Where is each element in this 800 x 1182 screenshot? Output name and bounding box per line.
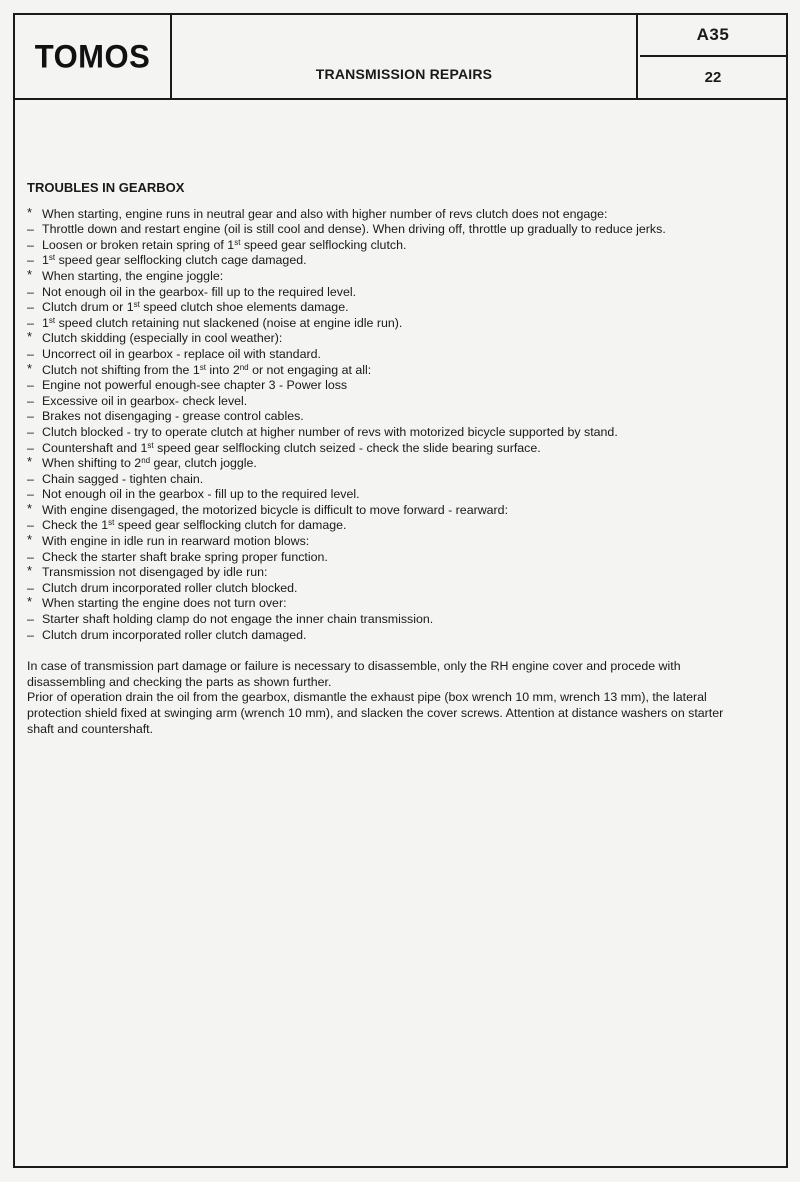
remedy-line xyxy=(27,253,752,269)
dash-marker: – xyxy=(27,222,34,237)
line-text: Engine not powerful enough-see chapter 3 - Power loss xyxy=(42,378,348,393)
dash-marker: – xyxy=(27,440,34,455)
dash-marker: – xyxy=(27,253,34,268)
ordinal-suffix: st xyxy=(133,300,140,310)
remedy-line xyxy=(27,425,752,441)
dash-marker: – xyxy=(27,315,34,330)
line-text: speed clutch retaining nut slackened (noise at engine idle run). xyxy=(55,315,403,330)
line-text: Not enough oil in the gearbox- fill up to the required level. xyxy=(42,284,357,299)
remedy-line xyxy=(27,581,752,597)
symptom-line xyxy=(27,266,752,285)
line-text: Uncorrect oil in gearbox - replace oil with standard. xyxy=(42,346,321,361)
line-text: Countershaft and 1 xyxy=(42,440,148,455)
line-text: Brakes not disengaging - grease control cables. xyxy=(42,409,304,424)
dash-marker: – xyxy=(27,424,34,439)
asterisk-marker: * xyxy=(27,563,33,579)
dash-marker: – xyxy=(27,284,34,299)
remedy-line xyxy=(27,487,752,503)
ordinal-suffix: st xyxy=(48,315,56,325)
asterisk-marker: * xyxy=(27,204,33,220)
line-text: Not enough oil in the gearbox - fill up to the required level. xyxy=(42,487,360,502)
line-text: into 2 xyxy=(205,362,240,377)
ordinal-suffix: st xyxy=(48,253,56,263)
line-text: Clutch drum incorporated roller clutch blocked. xyxy=(42,580,298,595)
line-text: Check the 1 xyxy=(42,518,109,533)
logo-cell xyxy=(15,15,172,98)
remedy-line xyxy=(27,285,752,301)
line-text: 1 xyxy=(42,315,49,330)
ordinal-suffix: st xyxy=(108,518,115,528)
dash-marker: – xyxy=(27,518,34,533)
ordinal-suffix: st xyxy=(199,362,206,372)
line-text: When starting, engine runs in neutral gear and also with higher number of revs clutch does not engage: xyxy=(42,206,608,221)
line-text: Starter shaft holding clamp do not engage the inner chain transmission. xyxy=(42,612,434,627)
symptom-line xyxy=(27,500,752,519)
symptom-line xyxy=(27,331,752,347)
line-text: speed gear selflocking clutch seized - check the slide bearing surface. xyxy=(153,440,541,455)
dash-marker: – xyxy=(27,487,34,502)
remedy-line xyxy=(27,409,752,425)
remedy-line xyxy=(27,394,752,410)
remedy-line xyxy=(27,238,752,254)
line-text: Chain sagged - tighten chain. xyxy=(42,471,204,486)
page-content xyxy=(27,180,752,737)
instruction-paragraph: In case of transmission part damage or failure is necessary to disassemble, only the RH engine cover and procede with disassembling and checking the parts as shown further. xyxy=(27,659,681,689)
line-text: Clutch drum or 1 xyxy=(42,300,134,315)
line-text: Clutch skidding (especially in cool weather): xyxy=(42,331,283,346)
instruction-paragraph: Prior of operation drain the oil from the gearbox, dismantle the exhaust pipe (box wrench 10 mm, wrench 13 mm), the lateral protection shield fixed at swinging arm (wrench 10 mm), and slacken the cover screws. Attention at distance washers on starter shaft and countershaft. xyxy=(27,690,724,736)
section-heading: TROUBLES IN GEARBOX xyxy=(27,180,185,195)
line-text: With engine in idle run in rearward motion blows: xyxy=(42,534,310,549)
line-text: Clutch drum incorporated roller clutch damaged. xyxy=(42,627,307,642)
dash-marker: – xyxy=(27,580,34,595)
remedy-line xyxy=(27,472,752,488)
dash-marker: – xyxy=(27,237,34,252)
ordinal-suffix: st xyxy=(234,237,241,247)
line-text: Transmission not disengaged by idle run: xyxy=(42,565,268,580)
line-text: speed gear selflocking clutch. xyxy=(240,237,407,252)
remedy-line xyxy=(27,347,752,363)
symptom-line xyxy=(27,456,752,472)
line-text: Check the starter shaft brake spring proper function. xyxy=(42,549,328,564)
line-text: When starting, the engine joggle: xyxy=(42,268,224,283)
line-text: Throttle down and restart engine (oil is still cool and dense). When driving off, throttle up gradually to reduce jerks. xyxy=(42,222,666,237)
line-text: speed gear selflocking clutch cage damaged. xyxy=(55,253,307,268)
symptom-line xyxy=(27,565,752,581)
line-text: Clutch not shifting from the 1 xyxy=(42,362,200,377)
line-text: gear, clutch joggle. xyxy=(150,456,257,471)
symptom-line xyxy=(27,534,752,550)
dash-marker: – xyxy=(27,378,34,393)
remedy-line xyxy=(27,441,752,457)
remedy-line xyxy=(27,300,752,316)
dash-marker: – xyxy=(27,627,34,642)
title-cell xyxy=(172,15,638,98)
line-text: When shifting to 2 xyxy=(42,456,142,471)
page-title: TRANSMISSION REPAIRS xyxy=(315,66,493,82)
line-text: Excessive oil in gearbox- check level. xyxy=(42,393,248,408)
line-text: Loosen or broken retain spring of 1 xyxy=(42,237,235,252)
remedy-line xyxy=(27,378,752,394)
line-text: speed gear selflocking clutch for damage. xyxy=(114,518,347,533)
dash-marker: – xyxy=(27,549,34,564)
dash-marker: – xyxy=(27,409,34,424)
symptom-line xyxy=(27,596,752,612)
dash-marker: – xyxy=(27,346,34,361)
asterisk-marker: * xyxy=(27,329,33,345)
remedy-line xyxy=(27,550,752,566)
line-text: Clutch blocked - try to operate clutch at higher number of revs with motorized bicycle supported by stand. xyxy=(42,424,618,439)
dash-marker: – xyxy=(27,300,34,315)
line-text: When starting the engine does not turn over: xyxy=(42,596,287,611)
remedy-line xyxy=(27,612,752,628)
dash-marker: – xyxy=(27,393,34,408)
trouble-list xyxy=(27,204,752,644)
asterisk-marker: * xyxy=(27,266,33,282)
asterisk-marker: * xyxy=(27,360,33,376)
page-header xyxy=(15,15,786,100)
brand-logo: TOMOS xyxy=(34,37,151,75)
asterisk-marker: * xyxy=(27,532,33,548)
line-text: or not engaging at all: xyxy=(248,362,372,377)
remedy-line xyxy=(27,518,752,534)
section-code: A35 xyxy=(640,15,786,57)
dash-marker: – xyxy=(27,471,34,486)
asterisk-marker: * xyxy=(27,500,33,516)
instructions-text xyxy=(27,659,752,737)
asterisk-marker: * xyxy=(27,594,33,610)
ordinal-suffix: nd xyxy=(141,456,151,466)
page-number: 22 xyxy=(704,69,722,86)
symptom-line xyxy=(27,360,752,379)
line-text: 1 xyxy=(42,253,49,268)
symptom-line xyxy=(27,204,752,223)
remedy-line xyxy=(27,316,752,332)
asterisk-marker: * xyxy=(27,454,33,470)
dash-marker: – xyxy=(27,612,34,627)
remedy-line xyxy=(27,222,752,238)
line-text: With engine disengaged, the motorized bicycle is difficult to move forward - rearward: xyxy=(42,502,509,517)
line-text: speed clutch shoe elements damage. xyxy=(139,300,349,315)
ordinal-suffix: st xyxy=(147,440,154,450)
remedy-line xyxy=(27,628,752,644)
ordinal-suffix: nd xyxy=(239,362,249,372)
